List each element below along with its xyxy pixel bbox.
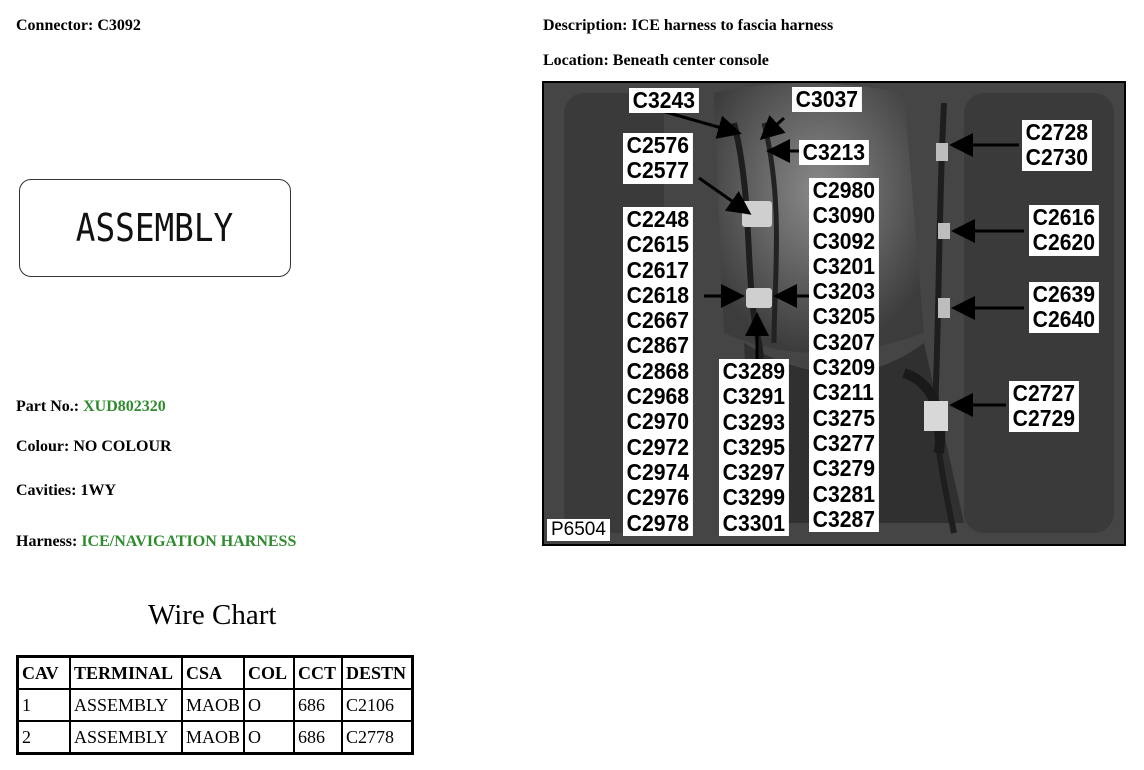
cell-cav: 2: [18, 721, 70, 753]
colour-line: [16, 438, 172, 456]
cavities-label: Cavities:: [16, 482, 77, 499]
connector-callout-top-left: C3243: [629, 88, 699, 113]
connector-line: [16, 17, 141, 35]
cell-cct: 686: [294, 721, 342, 753]
cell-col: O: [244, 689, 294, 721]
connector-callout-left-column: C2248 C2615 C2617 C2618 C2667 C2867 C2868 C2968 C2970 C2972 C2974 C2976 C2978: [623, 207, 693, 536]
col-col-header: COL: [244, 657, 294, 689]
cell-csa: MAOB: [182, 689, 244, 721]
connector-value: C3092: [97, 17, 141, 34]
connector-assembly-image: [19, 179, 291, 277]
table-row: [18, 689, 412, 721]
part-no-line: [16, 398, 166, 416]
location-line: [543, 52, 769, 70]
connector-callout-left-pair: C2576 C2577: [623, 133, 693, 184]
cell-cav: 1: [18, 689, 70, 721]
colour-value: NO COLOUR: [73, 438, 172, 455]
connector-callout-mid-arrow: C3213: [799, 140, 869, 165]
col-destn-header: DESTN: [342, 657, 412, 689]
harness-label: Harness:: [16, 533, 78, 550]
cell-destn: C2106: [342, 689, 412, 721]
cavities-value: 1WY: [80, 482, 116, 499]
col-cav-header: CAV: [18, 657, 70, 689]
wire-chart-header-row: [18, 657, 412, 689]
connector-callout-right-mid2: C2639 C2640: [1029, 282, 1099, 333]
table-row: [18, 721, 412, 753]
wire-chart-title: Wire Chart: [148, 599, 277, 631]
col-terminal-header: TERMINAL: [70, 657, 182, 689]
cell-cct: 686: [294, 689, 342, 721]
description-label: Description:: [543, 17, 628, 34]
description-value: ICE harness to fascia harness: [631, 17, 834, 34]
harness-line: [16, 533, 296, 551]
connector-label: Connector:: [16, 17, 94, 34]
cell-csa: MAOB: [182, 721, 244, 753]
harness-value[interactable]: ICE/NAVIGATION HARNESS: [81, 533, 297, 550]
connector-callout-right-mid1: C2616 C2620: [1029, 205, 1099, 256]
location-photo: [542, 81, 1126, 546]
part-no-value[interactable]: XUD802320: [83, 398, 166, 415]
assembly-text: ASSEMBLY: [76, 206, 234, 250]
colour-label: Colour:: [16, 438, 70, 455]
part-no-label: Part No.:: [16, 398, 80, 415]
connector-callout-bottom-mid: C3289 C3291 C3293 C3295 C3297 C3299 C3301: [719, 359, 789, 536]
description-line: [543, 17, 833, 35]
cell-destn: C2778: [342, 721, 412, 753]
photo-id-label: P6504: [547, 519, 610, 541]
cell-terminal: ASSEMBLY: [70, 721, 182, 753]
cell-terminal: ASSEMBLY: [70, 689, 182, 721]
location-label: Location:: [543, 52, 609, 69]
location-value: Beneath center console: [612, 52, 769, 69]
wire-chart-table: [16, 655, 414, 755]
col-csa-header: CSA: [182, 657, 244, 689]
cell-col: O: [244, 721, 294, 753]
cavities-line: [16, 482, 116, 500]
connector-callout-right-top: C2728 C2730: [1022, 120, 1092, 171]
connector-callout-top-mid: C3037: [792, 87, 862, 112]
col-cct-header: CCT: [294, 657, 342, 689]
connector-callout-center-column: C2980 C3090 C3092 C3201 C3203 C3205 C3207 C3209 C3211 C3275 C3277 C3279 C3281 C3287: [809, 178, 879, 532]
connector-callout-right-bottom: C2727 C2729: [1009, 381, 1079, 432]
